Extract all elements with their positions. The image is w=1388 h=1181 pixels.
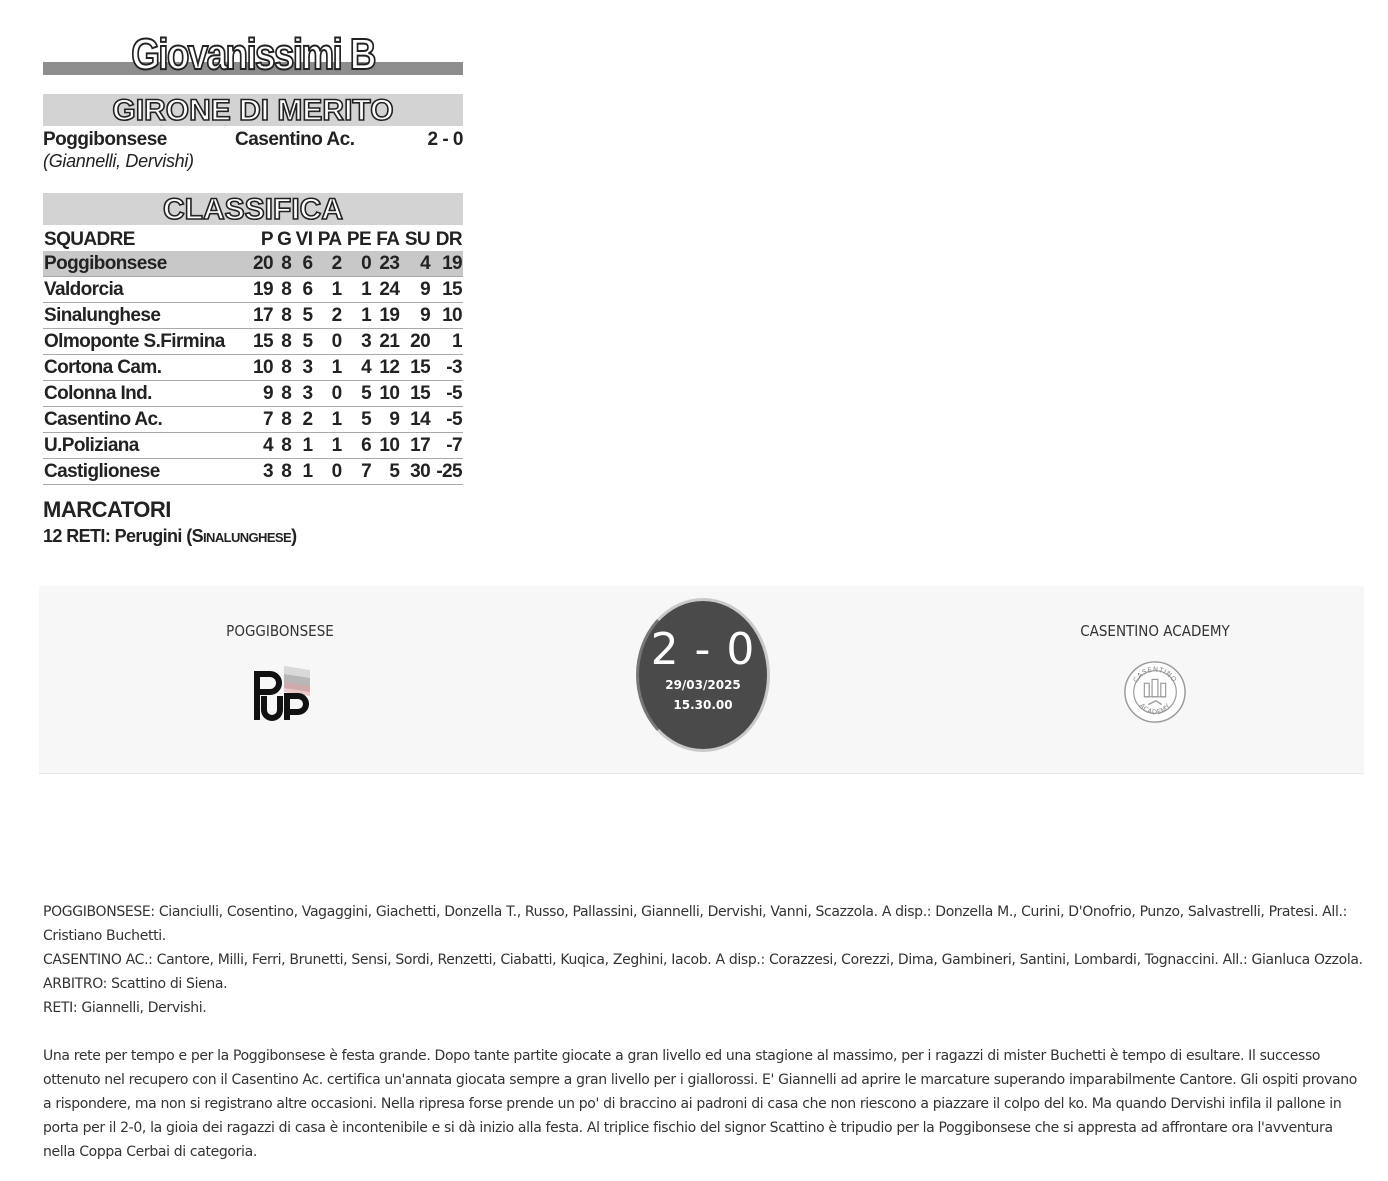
standings-cell-pe: 3 xyxy=(343,329,373,355)
standings-cell-pe: 0 xyxy=(343,251,373,277)
standings-cell-fa: 9 xyxy=(372,407,400,433)
standings-cell-su: 15 xyxy=(400,381,431,407)
result-home-team: Poggibonsese xyxy=(43,129,167,150)
standings-cell-p: 3 xyxy=(249,459,274,485)
standings-team: Casentino Ac. xyxy=(43,407,249,433)
standings-cell-pa: 0 xyxy=(313,459,342,485)
score-badge xyxy=(636,598,770,752)
standings-team: Sinalunghese xyxy=(43,303,249,329)
standings-cell-fa: 21 xyxy=(372,329,400,355)
clipping-header xyxy=(43,30,463,78)
standings-header-su: SU xyxy=(404,229,431,250)
standings-team: U.Poliziana xyxy=(43,433,249,459)
standings-cell-p: 10 xyxy=(249,355,274,381)
standings-cell-fa: 19 xyxy=(372,303,400,329)
paragraph-gap xyxy=(43,1020,1363,1044)
standings-header-row xyxy=(43,229,463,251)
standings-header-squadre: SQUADRE xyxy=(44,229,135,250)
match-summary xyxy=(39,586,1364,774)
standings-team: Valdorcia xyxy=(43,277,249,303)
poggibonsi-up-logo-icon xyxy=(248,660,312,724)
lineup-home: POGGIBONSESE: Cianciulli, Cosentino, Vagaggini, Giachetti, Donzella T., Russo, Pallassini, Giannelli, Dervishi, Vanni, Scazzola. A disp.: Donzella M., Curini, D'Onofrio, Punzo, Salvastrelli, Pratesi. All.: Cristiano Buchetti. xyxy=(43,904,1347,944)
marcatori-line xyxy=(43,526,463,547)
standings-cell-dr: -5 xyxy=(431,381,463,407)
standings-cell-pe: 5 xyxy=(343,381,373,407)
standings-header-fa: FA xyxy=(376,229,400,250)
referee-line: ARBITRO: Scattino di Siena. xyxy=(43,976,228,992)
match-article xyxy=(43,900,1363,1164)
standings-cell-dr: -3 xyxy=(431,355,463,381)
standings-cell-vi: 5 xyxy=(292,329,313,355)
standings-cell-pa: 0 xyxy=(313,381,342,407)
standings-cell-su: 30 xyxy=(400,459,431,485)
standings-cell-pa: 2 xyxy=(313,251,342,277)
match-date: 29/03/2025 xyxy=(665,678,741,692)
standings-cell-pa: 1 xyxy=(313,355,342,381)
standings-cell-dr: -5 xyxy=(431,407,463,433)
standings-cell-su: 9 xyxy=(400,303,431,329)
standings-cell-vi: 3 xyxy=(292,381,313,407)
standings-team: Colonna Ind. xyxy=(43,381,249,407)
result-away-team: Casentino Ac. xyxy=(235,129,355,150)
marcatori-prefix: 12 RETI: Perugini ( xyxy=(43,526,192,546)
match-score: 2 - 0 xyxy=(650,624,756,675)
result-scorers: (Giannelli, Dervishi) xyxy=(43,151,194,171)
standings-team: Cortona Cam. xyxy=(43,355,249,381)
standings-cell-pa: 1 xyxy=(313,277,342,303)
marcatori-team: SINALUNGHESE xyxy=(191,526,292,546)
standings-cell-su: 9 xyxy=(400,277,431,303)
standings-header-pe: PE xyxy=(346,229,372,250)
standings-cell-su: 20 xyxy=(400,329,431,355)
standings-cell-p: 7 xyxy=(249,407,274,433)
section-classifica: CLASSIFICA xyxy=(43,193,463,225)
standings-cell-pa: 1 xyxy=(313,407,342,433)
standings-cell-p: 19 xyxy=(249,277,274,303)
standings-cell-g: 8 xyxy=(274,407,292,433)
home-team-block xyxy=(150,622,410,724)
standings-cell-dr: 1 xyxy=(431,329,463,355)
standings-cell-pa: 1 xyxy=(313,433,342,459)
newspaper-clipping xyxy=(43,30,463,547)
standings-cell-g: 8 xyxy=(274,381,292,407)
standings-cell-p: 9 xyxy=(249,381,274,407)
marcatori-title: MARCATORI xyxy=(43,497,171,522)
standings-header-pa: PA xyxy=(317,229,342,250)
standings-cell-fa: 10 xyxy=(372,381,400,407)
standings-row xyxy=(43,355,463,381)
standings-body xyxy=(43,251,463,485)
standings-header-p: P xyxy=(260,229,273,250)
standings-row xyxy=(43,407,463,433)
standings-cell-fa: 10 xyxy=(372,433,400,459)
standings-cell-vi: 5 xyxy=(292,303,313,329)
standings-cell-vi: 3 xyxy=(292,355,313,381)
standings-row xyxy=(43,459,463,485)
standings-cell-vi: 6 xyxy=(292,277,313,303)
standings-cell-p: 4 xyxy=(249,433,274,459)
standings-cell-vi: 6 xyxy=(292,251,313,277)
standings-cell-pe: 1 xyxy=(343,303,373,329)
standings-team: Castiglionese xyxy=(43,459,249,485)
standings-cell-pe: 5 xyxy=(343,407,373,433)
clipping-title: Giovanissimi B xyxy=(131,30,375,79)
standings-team: Poggibonsese xyxy=(43,251,249,277)
away-team-block xyxy=(1025,622,1285,724)
standings-cell-vi: 2 xyxy=(292,407,313,433)
standings-cell-g: 8 xyxy=(274,303,292,329)
standings-row xyxy=(43,381,463,407)
standings-cell-p: 20 xyxy=(249,251,274,277)
standings-header-vi: VI xyxy=(295,229,313,250)
standings-cell-fa: 23 xyxy=(372,251,400,277)
standings-cell-su: 15 xyxy=(400,355,431,381)
standings-row xyxy=(43,251,463,277)
standings-cell-vi: 1 xyxy=(292,433,313,459)
standings-team: Olmoponte S.Firmina xyxy=(43,329,249,355)
standings-cell-dr: -25 xyxy=(431,459,463,485)
result-row xyxy=(43,129,463,151)
lineup-away: CASENTINO AC.: Cantore, Milli, Ferri, Brunetti, Sensi, Sordi, Renzetti, Ciabatti, Kuqica, Zeghini, Iacob. A disp.: Corazzesi, Corezzi, Dima, Gambineri, Santini, Lombardi, Tognaccini. All.: Gianluca Ozzola. xyxy=(43,952,1363,968)
standings-cell-g: 8 xyxy=(274,459,292,485)
marcatori-suffix: ) xyxy=(291,526,297,546)
standings-cell-pa: 2 xyxy=(313,303,342,329)
standings-header-dr: DR xyxy=(435,229,462,250)
standings-cell-g: 8 xyxy=(274,251,292,277)
crest-text-bottom: ACADEMY xyxy=(1137,701,1173,717)
standings-cell-dr: 10 xyxy=(431,303,463,329)
goals-line: RETI: Giannelli, Dervishi. xyxy=(43,1000,207,1016)
standings-cell-pa: 0 xyxy=(313,329,342,355)
casentino-academy-crest-icon xyxy=(1123,660,1187,724)
standings-cell-p: 15 xyxy=(249,329,274,355)
standings-row xyxy=(43,277,463,303)
standings-cell-pe: 7 xyxy=(343,459,373,485)
standings-row xyxy=(43,303,463,329)
result-score: 2 - 0 xyxy=(427,129,463,150)
standings-cell-su: 4 xyxy=(400,251,431,277)
match-time: 15.30.00 xyxy=(673,698,733,712)
article-body: Una rete per tempo e per la Poggibonsese è festa grande. Dopo tante partite giocate a gran livello ed una stagione al massimo, per i ragazzi di mister Buchetti è tempo di esultare. Il successo ottenuto nel recupero con il Casentino Ac. certifica un'annata giocata sempre a gran livello per i giallorossi. E' Giannelli ad aprire le marcature superando imparabilmente Cantore. Gli ospiti provano a rispondere, ma non si registrano altre occasioni. Nella ripresa forse prende un po' di braccino ai padroni di casa che non riescono a piazzare il colpo del ko. Ma quando Dervishi infila il pallone in porta per il 2-0, la gioia dei ragazzi di casa è incontenibile e si dà inizio alla festa. Al triplice fischio del signor Scattino è tripudio per la Poggibonsese che si appresta ad affrontare ora l'avventura nella Coppa Cerbai di categoria. xyxy=(43,1048,1357,1160)
standings-cell-g: 8 xyxy=(274,329,292,355)
standings-cell-pe: 1 xyxy=(343,277,373,303)
crest-text-top: CASENTINO xyxy=(1131,665,1179,684)
home-team-name: POGGIBONSESE xyxy=(226,622,334,640)
standings-cell-g: 8 xyxy=(274,433,292,459)
standings-cell-p: 17 xyxy=(249,303,274,329)
standings-cell-g: 8 xyxy=(274,277,292,303)
standings-row xyxy=(43,329,463,355)
standings-cell-dr: -7 xyxy=(431,433,463,459)
section-girone: GIRONE DI MERITO xyxy=(43,94,463,126)
standings-table xyxy=(43,229,463,485)
standings-cell-g: 8 xyxy=(274,355,292,381)
standings-cell-su: 14 xyxy=(400,407,431,433)
standings-cell-dr: 19 xyxy=(431,251,463,277)
standings-cell-su: 17 xyxy=(400,433,431,459)
standings-cell-dr: 15 xyxy=(431,277,463,303)
standings-row xyxy=(43,433,463,459)
standings-cell-fa: 24 xyxy=(372,277,400,303)
away-team-name: CASENTINO ACADEMY xyxy=(1080,622,1230,640)
standings-header-g: G xyxy=(277,229,292,250)
standings-cell-fa: 12 xyxy=(372,355,400,381)
standings-cell-pe: 6 xyxy=(343,433,373,459)
standings-cell-pe: 4 xyxy=(343,355,373,381)
standings-cell-fa: 5 xyxy=(372,459,400,485)
standings-cell-vi: 1 xyxy=(292,459,313,485)
